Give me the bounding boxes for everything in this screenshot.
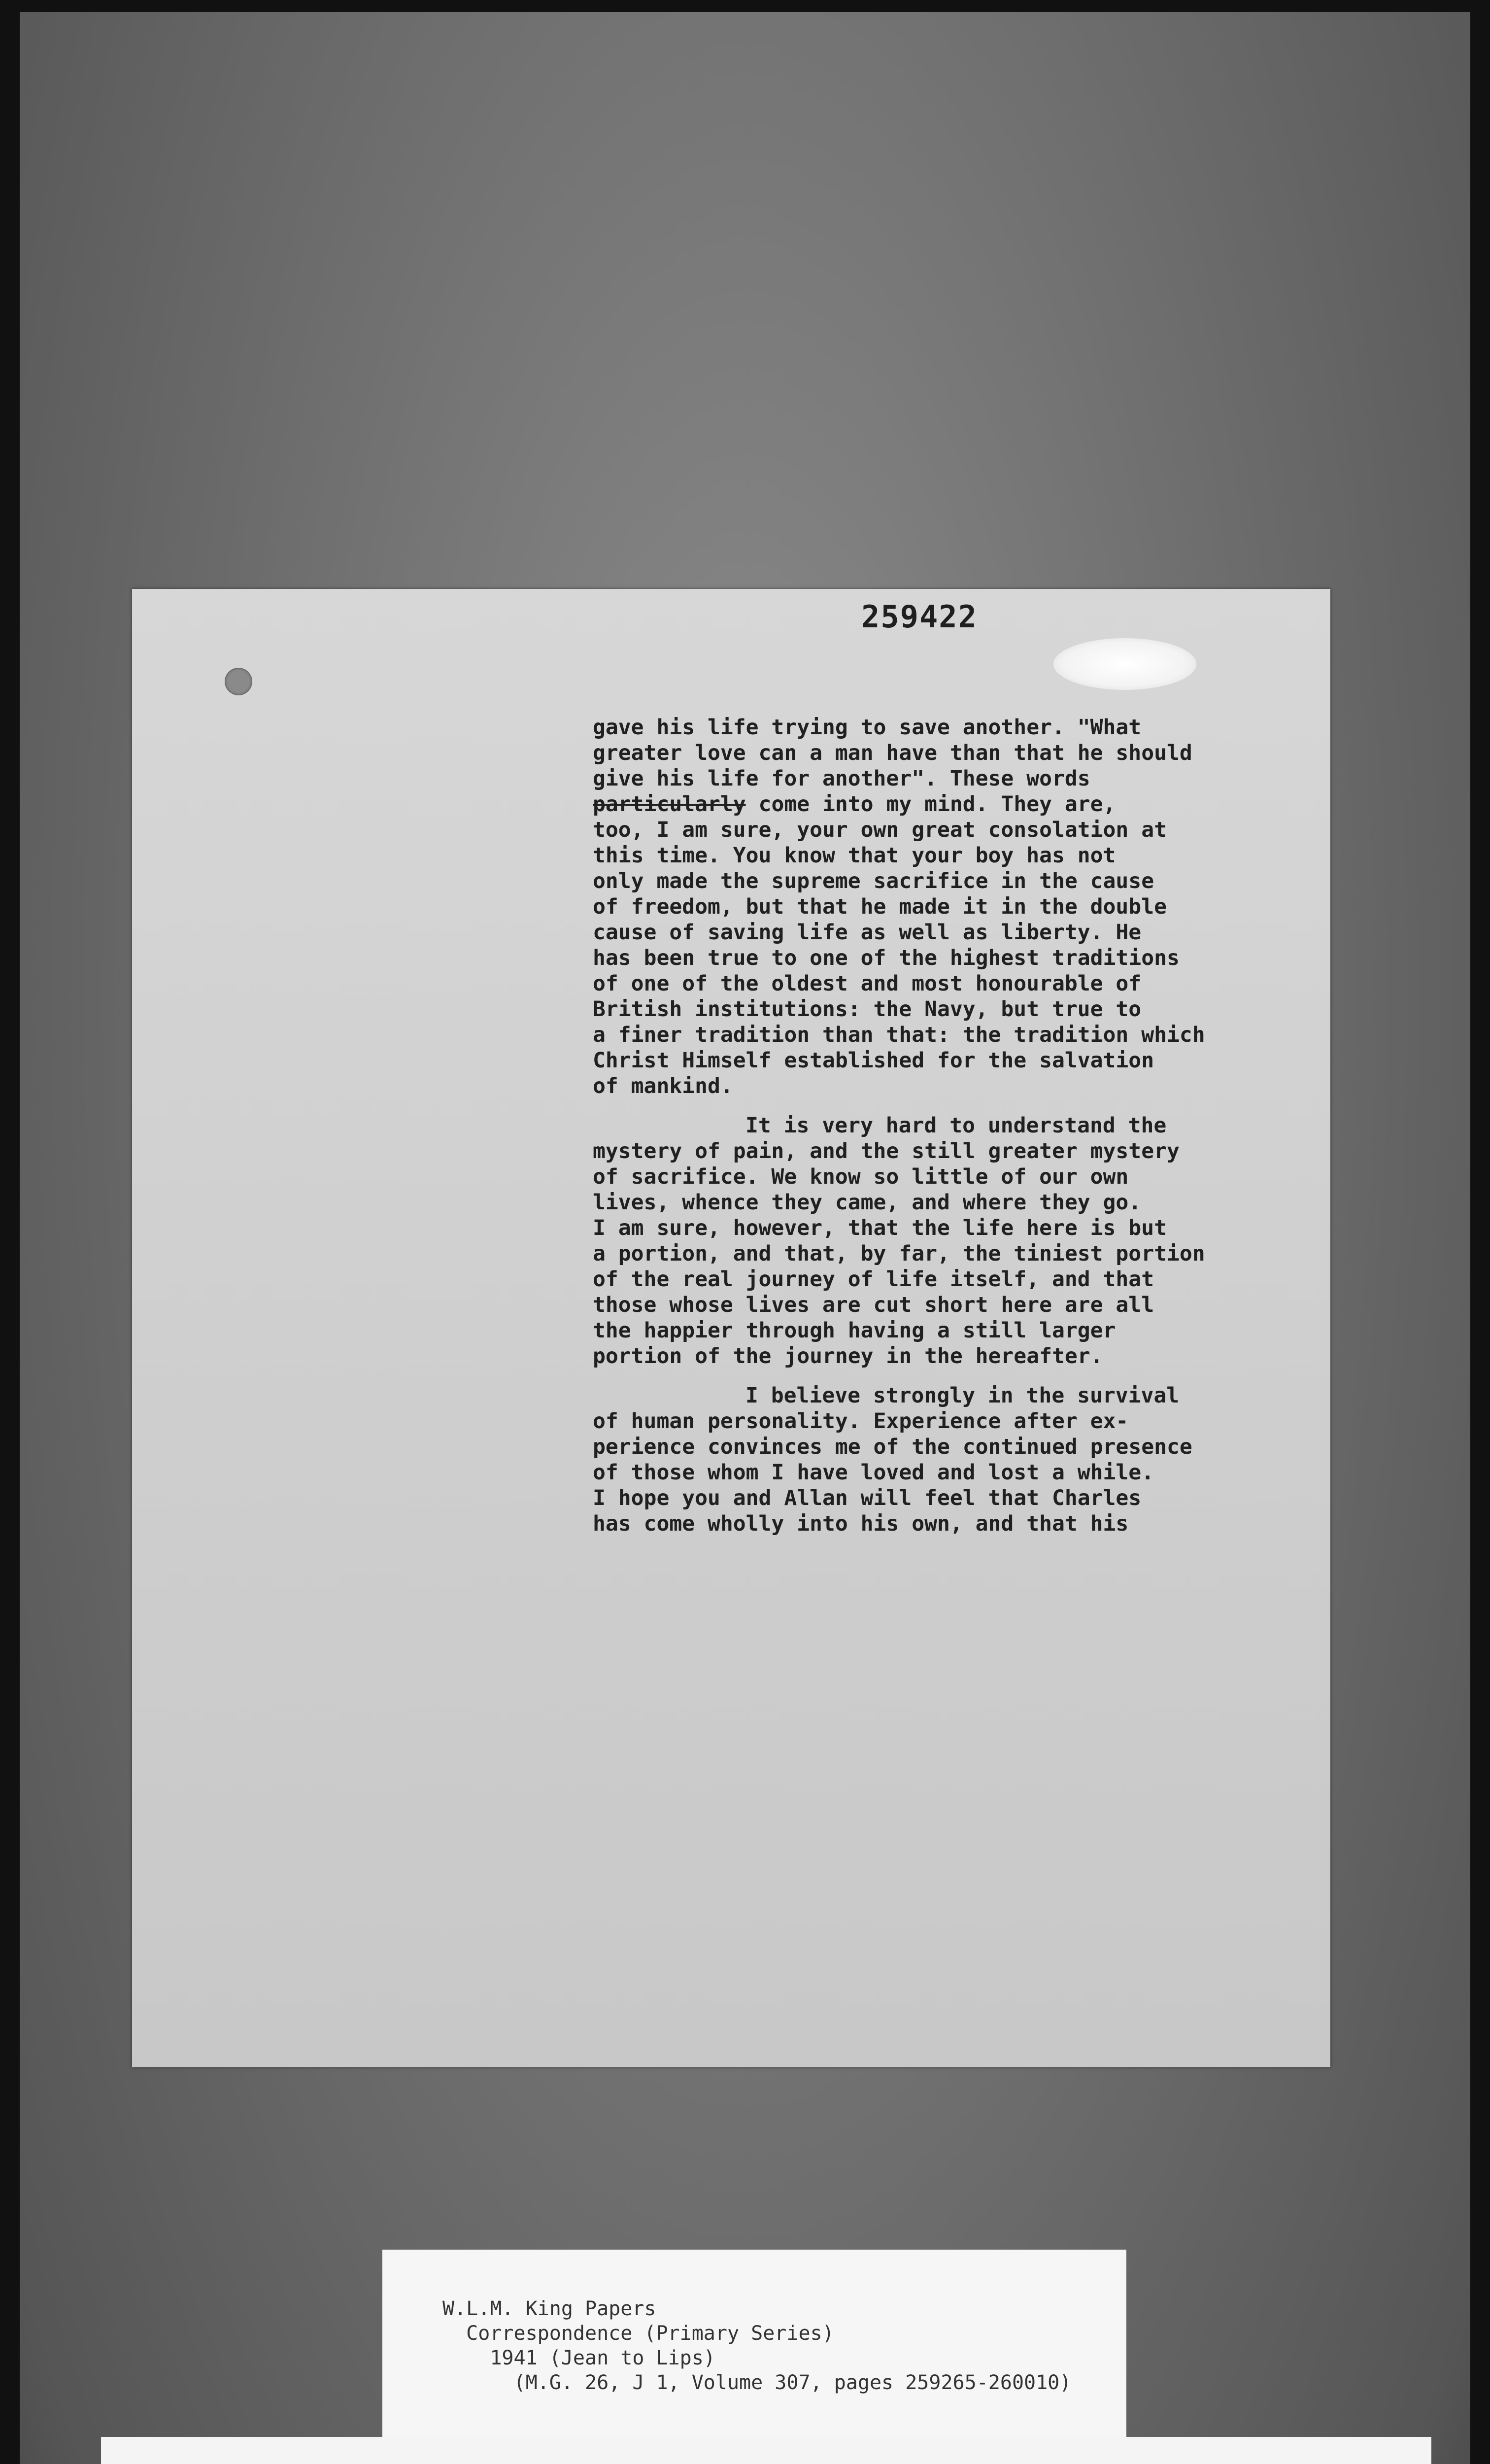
- collection-label-text: [442, 2296, 1071, 2395]
- text-line: has come wholly into his own, and that his: [593, 1511, 1129, 1536]
- text-line: the happier through having a still larger: [593, 1318, 1116, 1343]
- text-line: of the real journey of life itself, and that: [593, 1267, 1154, 1292]
- collection-label-card: [382, 2250, 1126, 2437]
- text-line: of mankind.: [593, 1074, 733, 1098]
- text-line: I believe strongly in the survival: [745, 1383, 1180, 1408]
- label-line: W.L.M. King Papers: [442, 2297, 656, 2320]
- text-line: Christ Himself established for the salvation: [593, 1048, 1154, 1073]
- text-line: those whose lives are cut short here are all: [593, 1293, 1154, 1317]
- text-line: gave his life trying to save another. "What: [593, 715, 1142, 740]
- text-line: too, I am sure, your own great consolation at: [593, 818, 1167, 842]
- text-line: cause of saving life as well as liberty. He: [593, 920, 1142, 945]
- text-line: of those whom I have loved and lost a while.: [593, 1460, 1154, 1485]
- label-line: (M.G. 26, J 1, Volume 307, pages 259265-260010): [442, 2371, 1072, 2394]
- text-line: of freedom, but that he made it in the double: [593, 894, 1167, 919]
- label-line: 1941 (Jean to Lips): [442, 2347, 715, 2369]
- text-line: a finer tradition than that: the tradition which: [593, 1023, 1205, 1047]
- text-line: only made the supreme sacrifice in the cause: [593, 869, 1154, 893]
- text-line: a portion, and that, by far, the tiniest portion: [593, 1241, 1205, 1266]
- archives-banner: [101, 2437, 1431, 2464]
- paragraph-1: [593, 715, 1332, 1099]
- text-line: British institutions: the Navy, but true to: [593, 997, 1142, 1022]
- text-line: greater love can a man have than that he should: [593, 741, 1192, 765]
- text-line: I hope you and Allan will feel that Charles: [593, 1486, 1142, 1510]
- text-line: give his life for another". These words: [593, 766, 1090, 791]
- letter-page: [132, 589, 1330, 2067]
- letter-body: [593, 715, 1332, 1550]
- tape-mark: [1053, 638, 1196, 690]
- struck-word: particularly: [593, 792, 746, 817]
- paragraph-3: [593, 1383, 1332, 1537]
- text-line: lives, whence they came, and where they go.: [593, 1190, 1142, 1215]
- text-line: mystery of pain, and the still greater mystery: [593, 1139, 1180, 1164]
- text-line: this time. You know that your boy has not: [593, 843, 1116, 868]
- text-line: It is very hard to understand the: [745, 1113, 1167, 1138]
- film-edge-right: [1470, 0, 1490, 2464]
- paragraph-2: [593, 1113, 1332, 1369]
- film-edge-left: [0, 0, 20, 2464]
- text-line: perience convinces me of the continued presence: [593, 1435, 1192, 1459]
- text-line: of sacrifice. We know so little of our own: [593, 1164, 1129, 1189]
- text-line: has been true to one of the highest traditions: [593, 946, 1180, 970]
- text-line: of human personality. Experience after ex-: [593, 1409, 1129, 1434]
- text-line: particularly come into my mind. They are,: [593, 792, 1116, 817]
- text-line: I am sure, however, that the life here is but: [593, 1216, 1167, 1240]
- page-number: 259422: [861, 599, 978, 635]
- label-line: Correspondence (Primary Series): [442, 2322, 834, 2345]
- text-line: of one of the oldest and most honourable of: [593, 971, 1142, 996]
- punch-hole: [225, 668, 252, 695]
- film-edge-top: [0, 0, 1490, 12]
- text-line: portion of the journey in the hereafter.: [593, 1344, 1103, 1369]
